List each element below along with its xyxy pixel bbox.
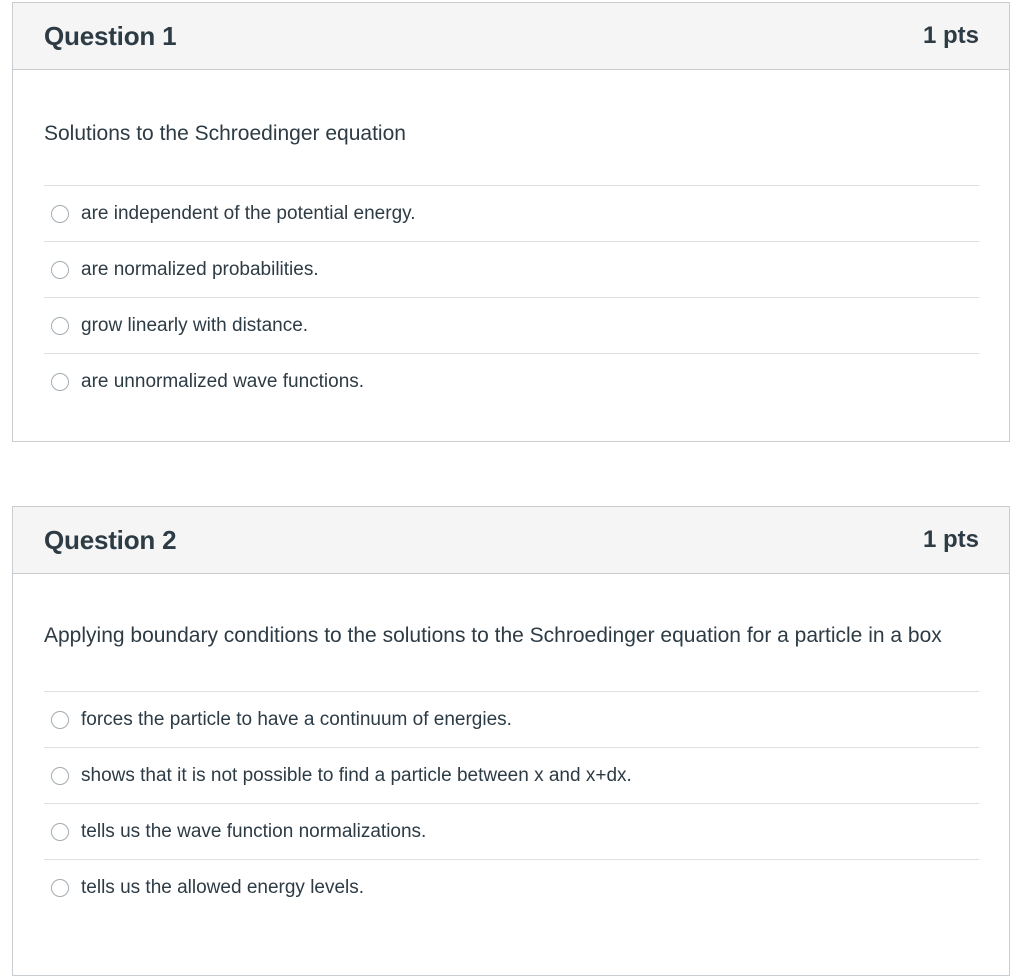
answer-label[interactable]: are normalized probabilities. bbox=[81, 258, 319, 280]
radio-button[interactable] bbox=[51, 261, 69, 279]
question-text: Applying boundary conditions to the solutions to the Schroedinger equation for a particle in a box bbox=[44, 624, 942, 647]
question-card-2 bbox=[12, 506, 1010, 976]
question-title: Question 1 bbox=[44, 20, 177, 51]
radio-button[interactable] bbox=[51, 879, 69, 897]
answer-option[interactable] bbox=[44, 691, 979, 747]
question-title: Question 2 bbox=[44, 524, 177, 555]
answer-option[interactable] bbox=[44, 803, 979, 859]
answer-label[interactable]: forces the particle to have a continuum of energies. bbox=[81, 708, 512, 730]
question-body bbox=[13, 574, 1009, 915]
answer-option[interactable] bbox=[44, 297, 979, 353]
question-header bbox=[13, 3, 1009, 70]
answer-option[interactable] bbox=[44, 241, 979, 297]
answer-option[interactable] bbox=[44, 353, 979, 409]
question-points: 1 pts bbox=[922, 526, 979, 553]
answer-label[interactable]: tells us the wave function normalizations. bbox=[81, 820, 427, 842]
question-text: Solutions to the Schroedinger equation bbox=[44, 122, 406, 145]
answer-label[interactable]: tells us the allowed energy levels. bbox=[81, 876, 365, 898]
question-body bbox=[13, 70, 1009, 409]
radio-button[interactable] bbox=[51, 373, 69, 391]
answer-label[interactable]: grow linearly with distance. bbox=[81, 314, 309, 336]
answer-list bbox=[44, 691, 979, 915]
radio-button[interactable] bbox=[51, 205, 69, 223]
question-points: 1 pts bbox=[922, 22, 979, 49]
question-header bbox=[13, 507, 1009, 574]
answer-label[interactable]: are independent of the potential energy. bbox=[81, 202, 416, 224]
answer-list bbox=[44, 185, 979, 409]
answer-option[interactable] bbox=[44, 185, 979, 241]
question-card-1 bbox=[12, 2, 1010, 442]
radio-button[interactable] bbox=[51, 317, 69, 335]
answer-option[interactable] bbox=[44, 747, 979, 803]
radio-button[interactable] bbox=[51, 711, 69, 729]
answer-label[interactable]: shows that it is not possible to find a particle between x and x+dx. bbox=[81, 764, 632, 786]
answer-label[interactable]: are unnormalized wave functions. bbox=[81, 370, 365, 392]
answer-option[interactable] bbox=[44, 859, 979, 915]
radio-button[interactable] bbox=[51, 823, 69, 841]
radio-button[interactable] bbox=[51, 767, 69, 785]
